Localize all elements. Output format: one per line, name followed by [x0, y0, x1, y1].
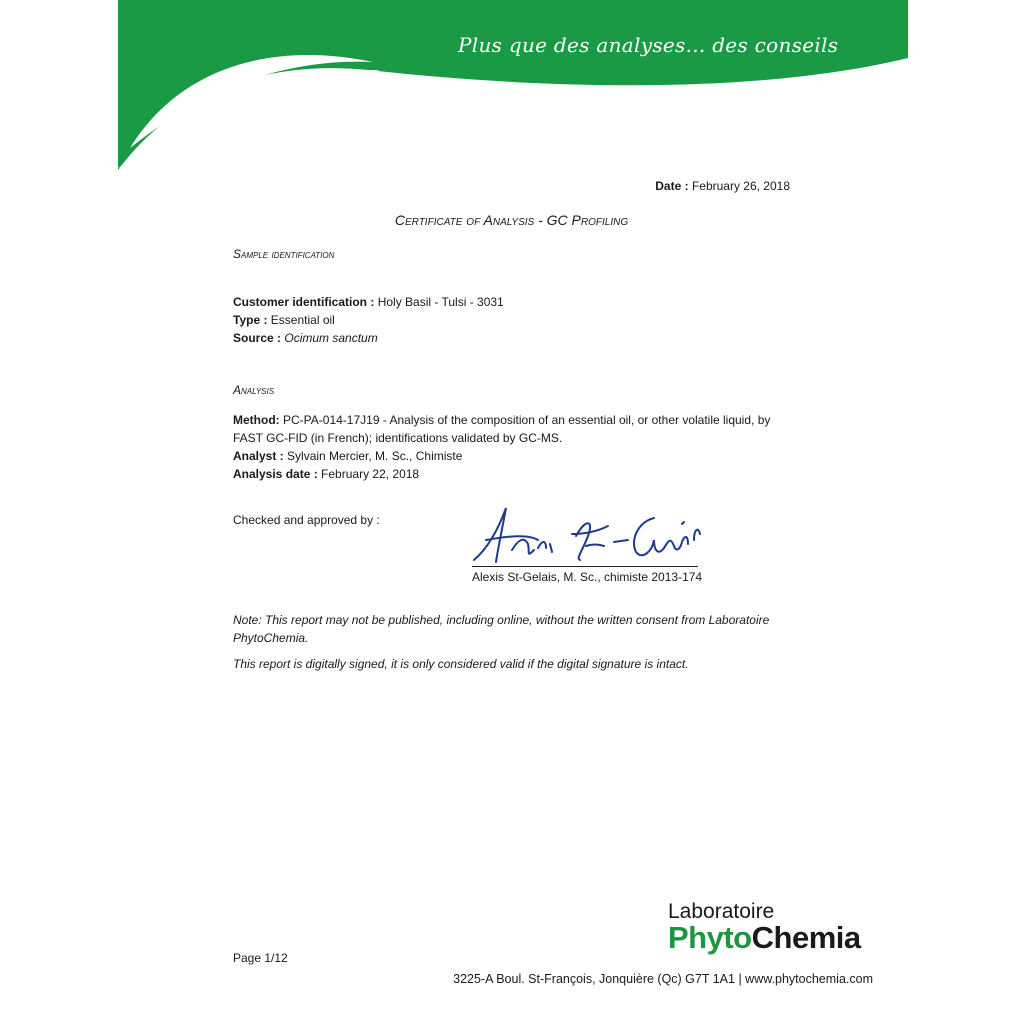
logo-laboratoire: Laboratoire: [668, 900, 775, 923]
report-date: [560, 177, 790, 195]
customer-label: Customer identification :: [233, 295, 375, 309]
type-label: Type :: [233, 313, 268, 327]
logo-chemia: Chemia: [751, 920, 861, 955]
header-tagline: Plus que des analyses... des conseils: [458, 33, 839, 57]
report-date-value: February 26, 2018: [691, 179, 790, 193]
method-value: PC-PA-014-17J19 - Analysis of the composition of an essential oil, or other volatile liquid, by FAST GC-FID (in French); identifications validated by GC-MS.: [233, 413, 771, 445]
method-row: [233, 411, 793, 447]
customer-row: [233, 293, 504, 311]
analysis-date-value: February 22, 2018: [321, 467, 420, 481]
source-label: Source :: [233, 331, 282, 345]
phytochemia-logo: [668, 920, 861, 956]
method-label: Method:: [233, 413, 280, 427]
page-number: Page 1/12: [233, 951, 288, 965]
analysis-date-label: Analysis date :: [233, 467, 318, 481]
handwritten-signature: [468, 500, 708, 568]
source-value: Ocimum sanctum: [284, 331, 378, 345]
analyst-row: [233, 447, 462, 465]
publication-note: Note: This report may not be published, including online, without the written consent from Laboratoire PhytoChemia.: [233, 613, 770, 645]
signature-line: [472, 566, 698, 567]
digital-signature-note: This report is digitally signed, it is only considered valid if the digital signature is intact.: [233, 657, 689, 671]
sample-heading: Sample identification: [233, 247, 335, 261]
analysis-heading: Analysis: [233, 383, 275, 397]
document-title: Certificate of Analysis - GC Profiling: [394, 212, 629, 228]
header-banner: [118, 0, 908, 170]
report-date-label: Date :: [655, 179, 689, 193]
customer-value: Holy Basil - Tulsi - 3031: [377, 295, 504, 309]
footer-address: 3225-A Boul. St-François, Jonquière (Qc) G7T 1A1 | www.phytochemia.com: [453, 972, 873, 986]
analyst-value: Sylvain Mercier, M. Sc., Chimiste: [287, 449, 463, 463]
logo-phyto: Phyto: [668, 920, 752, 955]
source-row: [233, 329, 378, 347]
approval-label: Checked and approved by :: [233, 513, 380, 527]
type-row: [233, 311, 335, 329]
signatory-name: Alexis St-Gelais, M. Sc., chimiste 2013-174: [472, 570, 703, 584]
type-value: Essential oil: [270, 313, 335, 327]
analyst-label: Analyst :: [233, 449, 284, 463]
analysis-date-row: [233, 465, 419, 483]
